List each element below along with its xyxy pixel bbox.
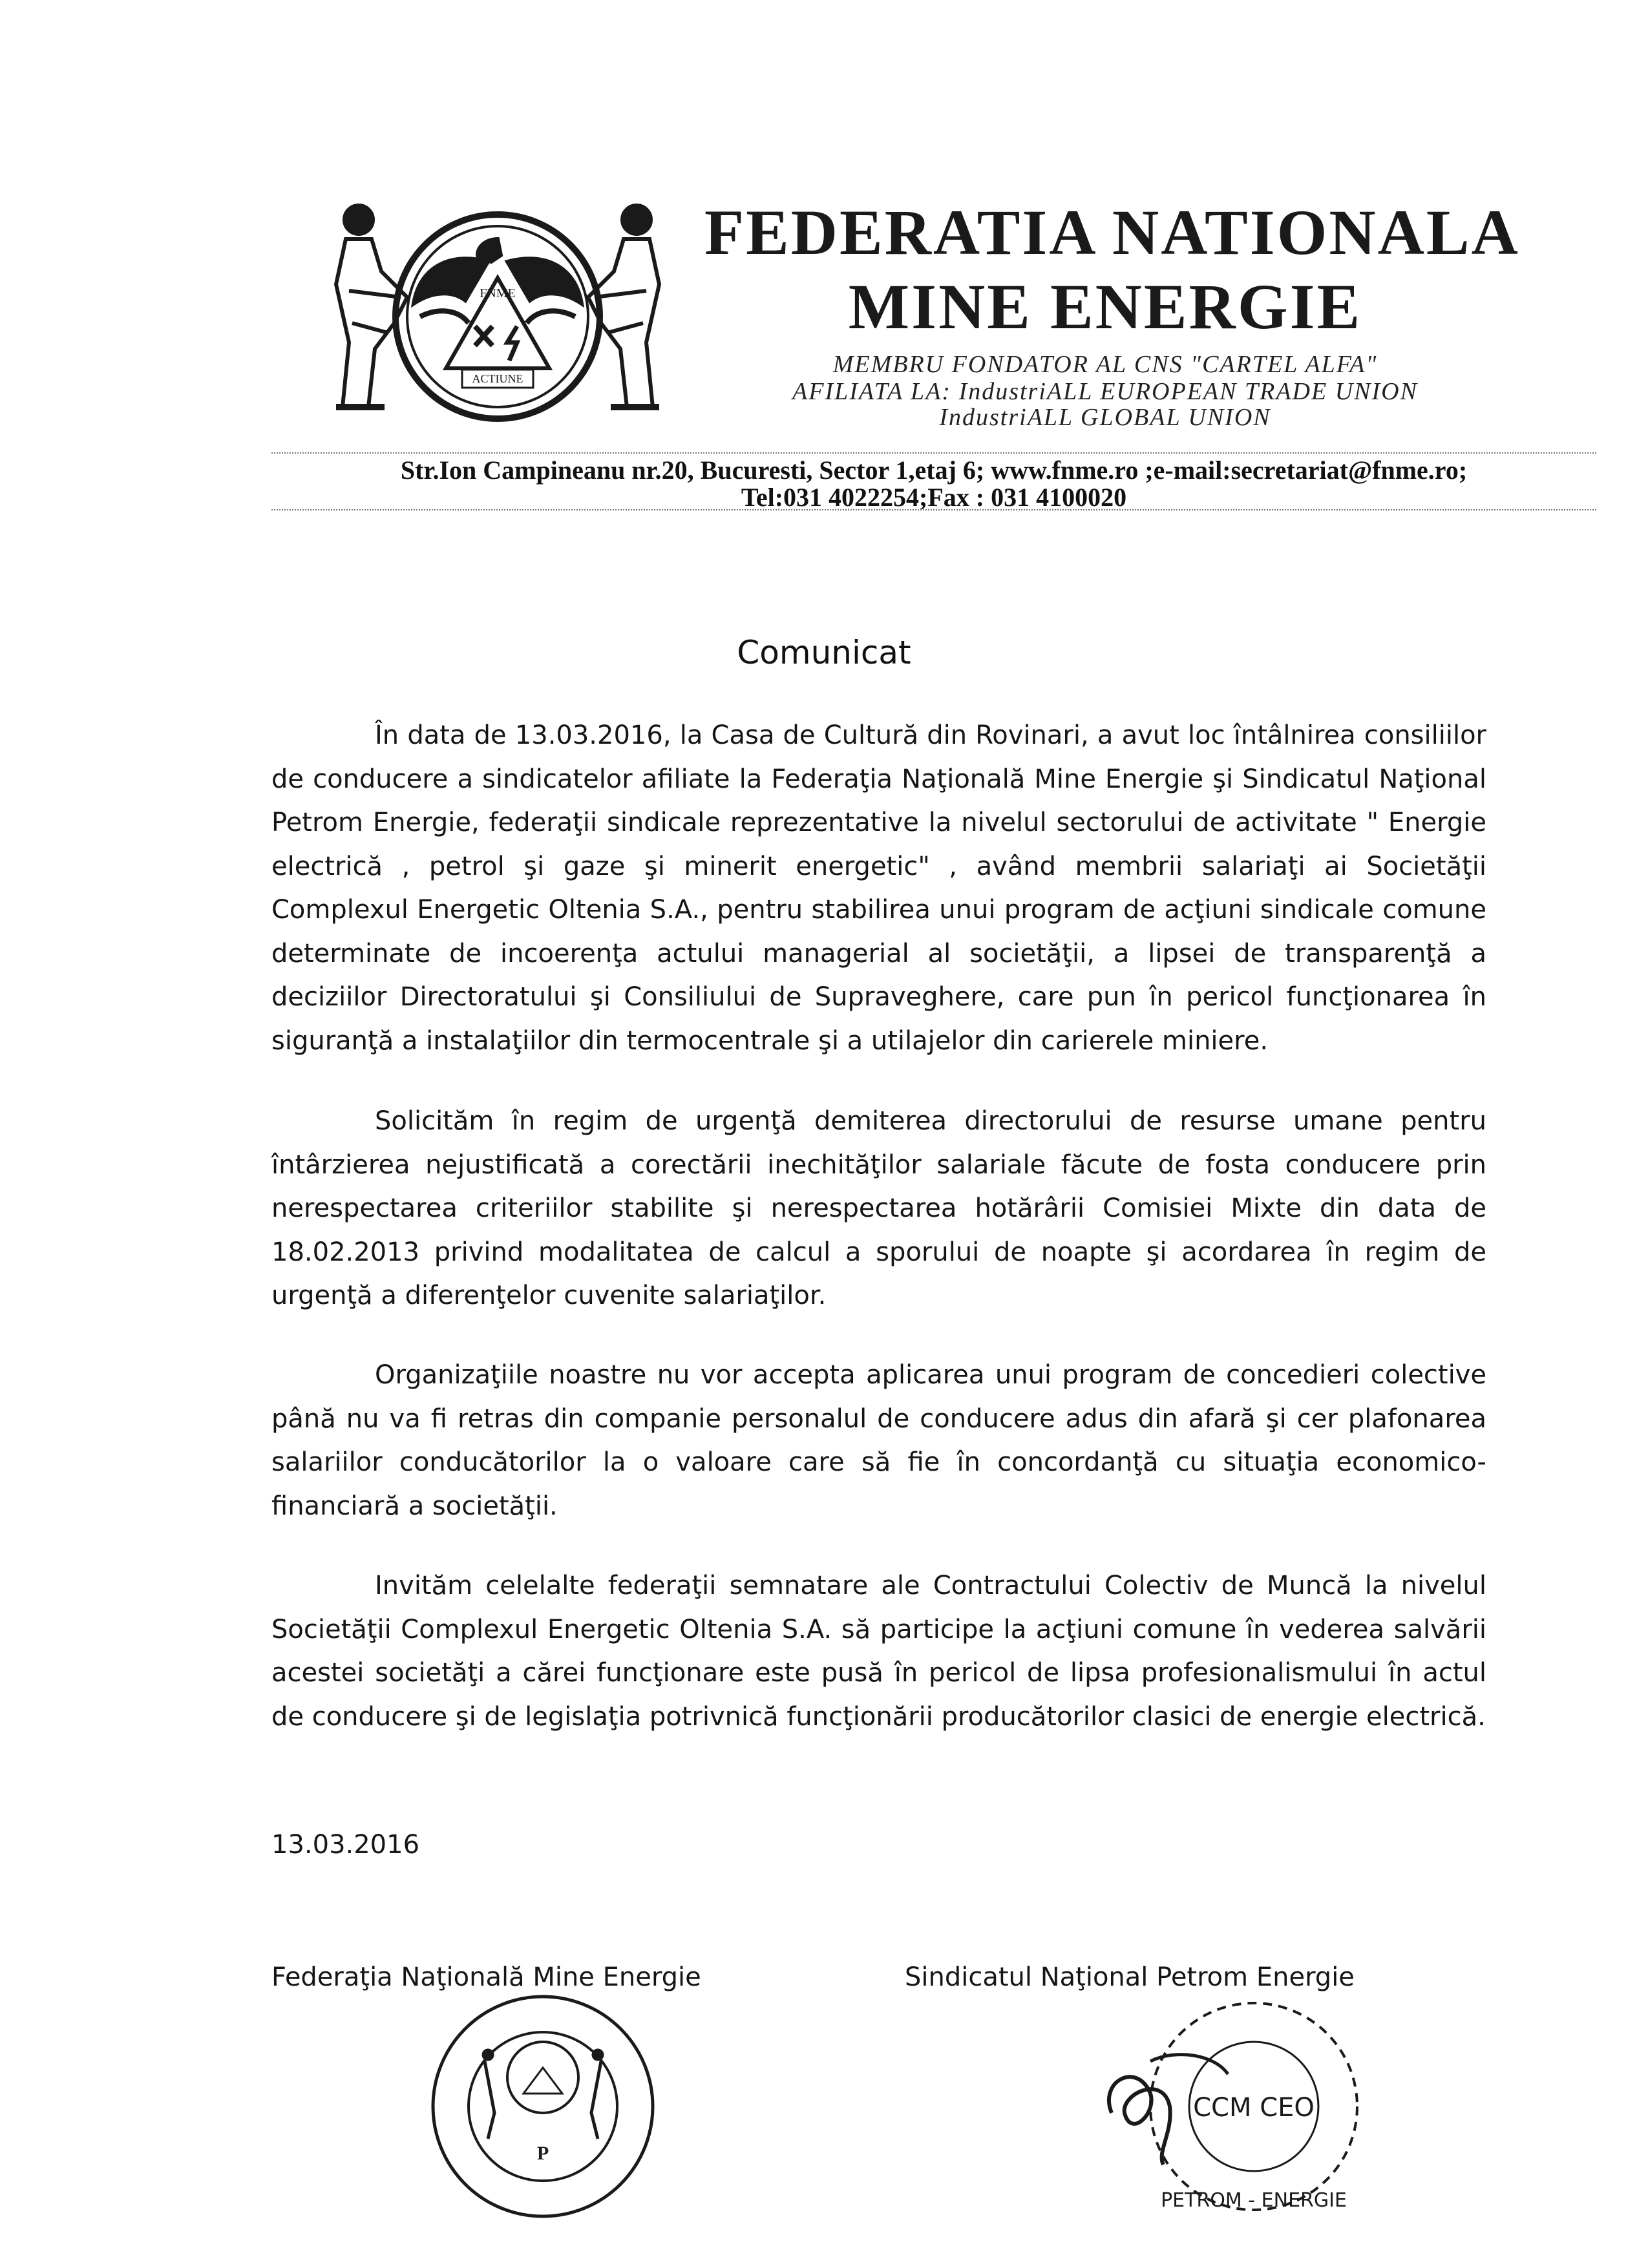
fnme-stamp-icon: [427, 1990, 659, 2223]
affiliation-line1: MEMBRU FONDATOR AL CNS "CARTEL ALFA": [832, 351, 1378, 378]
body-paragraph-4: Invităm celelalte federaţii semnatare ale Contractului Colectiv de Muncă la nivelul Societăţii Complexul Energetic Oltenia S.A. să participe la acţiuni comune în vederea salvării acestei societăţi a cărei funcţionare este pusă în pericol de lipsa profesionalismului în actul de conducere şi de legislaţia potrivnică funcţionării producătorilor clasici de energie electrică.: [271, 1571, 1486, 1732]
petrom-stamp-icon: [1060, 1984, 1396, 2229]
body-paragraph-2: Solicităm în regim de urgenţă demiterea directorului de resurse umane pentru întârzierea nejustificată a corectării inechităţilor salariale făcute de fosta conducere prin nerespectarea criteriilor stabilite şi nerespectarea hotărârii Comisiei Mixte din data de 18.02.2013 privind modalitatea de calcul a sporului de noapte şi acordarea în regim de urgenţă a diferenţelor cuvenite salariaţilor.: [271, 1106, 1486, 1310]
svg-text:FNME: FNME: [480, 286, 516, 300]
stamp-center-text: CCM CEO: [1193, 2093, 1315, 2123]
organization-name-line1: FEDERATIA NATIONALA: [704, 196, 1520, 268]
affiliation-line3: IndustriALL GLOBAL UNION: [939, 404, 1271, 431]
signatory-right-name: Sindicatul Naţional Petrom Energie: [905, 1962, 1355, 1992]
header-divider-top: [271, 452, 1596, 454]
affiliation-line2: AFILIATA LA: IndustriALL EUROPEAN TRADE UNION: [792, 378, 1418, 405]
body-paragraph-1: În data de 13.03.2016, la Casa de Cultură din Rovinari, a avut loc întâlnirea consiliilor de conducere a sindicatelor afiliate la Federaţia Naţională Mine Energie şi Sindicatul Naţional Petrom Energie, federaţii sindicale reprezentative la nivelul sectorului de activitate " Energie electrică , petrol şi gaze şi minerit energetic" , având membrii salariaţi ai Societăţii Complexul Energetic Oltenia S.A., pentru stabilirea unui program de acţiuni sindicale comune determinate de incoerenţa actului managerial al societăţii, a lipsei de transparenţă a deciziilor Directoratului şi Consiliului de Supraveghere, care pun în pericol funcţionarea în siguranţă a instalaţiilor din termocentrale şi a utilajelor din carierele miniere.: [271, 720, 1486, 1056]
stamp-letter: P: [536, 2143, 549, 2164]
document-title: Comunicat: [737, 634, 911, 671]
contact-phone-line: Tel:031 4022254;Fax : 031 4100020: [741, 483, 1127, 512]
svg-text:ACTIUNE: ACTIUNE: [472, 372, 523, 385]
fnme-logo-icon: [323, 194, 672, 439]
stamp-bottom-text: PETROM - ENERGIE: [1161, 2189, 1347, 2212]
document-date: 13.03.2016: [271, 1830, 420, 1860]
organization-name-line2: MINE ENERGIE: [848, 271, 1362, 342]
header-divider-bottom: [271, 509, 1596, 510]
body-paragraph-3: Organizaţiile noastre nu vor accepta aplicarea unui program de concedieri colective până nu va fi retras din companie personalul de conducere adus din afară şi cer plafonarea salariilor conducătorilor la o valoare care să fie în concordanţă cu situaţia economico-financiară a societăţii.: [271, 1360, 1486, 1521]
signatory-left-name: Federaţia Naţională Mine Energie: [271, 1962, 701, 1992]
contact-address-line: Str.Ion Campineanu nr.20, Bucuresti, Sector 1,etaj 6; www.fnme.ro ;e-mail:secretariat@fnme.ro;: [400, 456, 1468, 485]
